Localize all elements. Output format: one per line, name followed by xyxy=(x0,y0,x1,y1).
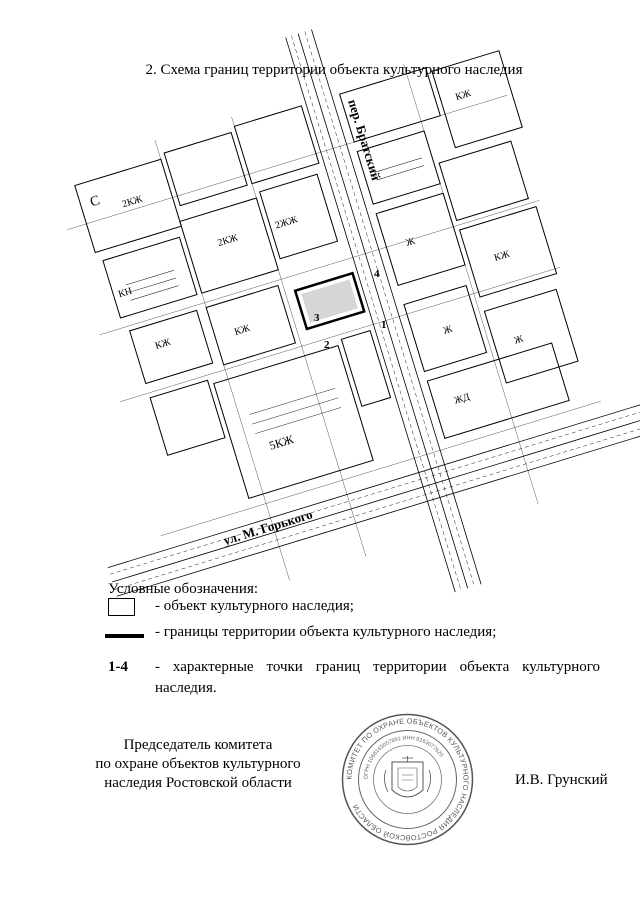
svg-text:КЖ: КЖ xyxy=(492,248,512,264)
svg-text:КЖ: КЖ xyxy=(233,322,252,338)
svg-text:Ж: Ж xyxy=(404,235,417,249)
svg-text:КЖ: КЖ xyxy=(454,88,473,104)
svg-text:2ЖЖ: 2ЖЖ xyxy=(273,214,299,232)
legend-heading: Условные обозначения: xyxy=(108,581,259,597)
street-label-bratsky: пер. Братский xyxy=(345,97,384,182)
svg-text:КЖ: КЖ xyxy=(153,336,172,352)
svg-text:С: С xyxy=(88,193,102,211)
boundary-point-2: 2 xyxy=(324,339,330,351)
official-seal xyxy=(340,712,475,847)
legend-heritage-object-text: - объект культурного наследия; xyxy=(155,598,354,614)
signatory-position xyxy=(88,736,308,793)
street-label-gorkogo: ул. М. Горького xyxy=(221,506,315,548)
legend-heritage-object-symbol xyxy=(108,598,135,616)
boundary-point-4: 4 xyxy=(374,268,380,280)
legend-boundary-text: - границы территории объекта культурного наследия; xyxy=(155,624,497,640)
seal-inner-text: ОГРН 1066163057891 ИНН 6163077620 xyxy=(363,735,444,780)
legend-points-key: 1-4 xyxy=(108,659,128,675)
signatory-position-line: по охране объектов культурного xyxy=(95,756,301,772)
signatory-position-line: наследия Ростовской области xyxy=(104,775,292,791)
page-title: 2. Схема границ территории объекта культурного наследия xyxy=(145,62,523,78)
svg-text:2КЖ: 2КЖ xyxy=(120,193,144,211)
svg-text:КН: КН xyxy=(117,285,134,301)
signatory-position-line: Председатель комитета xyxy=(123,737,273,753)
svg-text:5КЖ: 5КЖ xyxy=(267,432,296,453)
signatory-name: И.В. Грунский xyxy=(515,772,608,788)
seal-outer-text: КОМИТЕТ ПО ОХРАНЕ ОБЪЕКТОВ КУЛЬТУРНОГО НАСЛЕДИЯ РОСТОВСКОЙ ОБЛАСТИ xyxy=(344,716,471,843)
svg-text:Ж: Ж xyxy=(441,323,454,337)
svg-text:2КЖ: 2КЖ xyxy=(216,232,240,249)
cadastral-map xyxy=(88,88,567,550)
legend-boundary-symbol xyxy=(105,634,144,638)
boundary-point-3: 3 xyxy=(314,312,320,324)
svg-text:Ж: Ж xyxy=(512,333,525,347)
boundary-point-1: 1 xyxy=(381,319,387,331)
svg-text:КОМИТЕТ ПО ОХРАНЕ ОБЪЕКТОВ КУЛ xyxy=(344,716,470,842)
legend-points-text: - характерные точки границ территории объекта культурного наследия. xyxy=(155,659,600,696)
svg-text:ЖД: ЖД xyxy=(452,391,472,407)
